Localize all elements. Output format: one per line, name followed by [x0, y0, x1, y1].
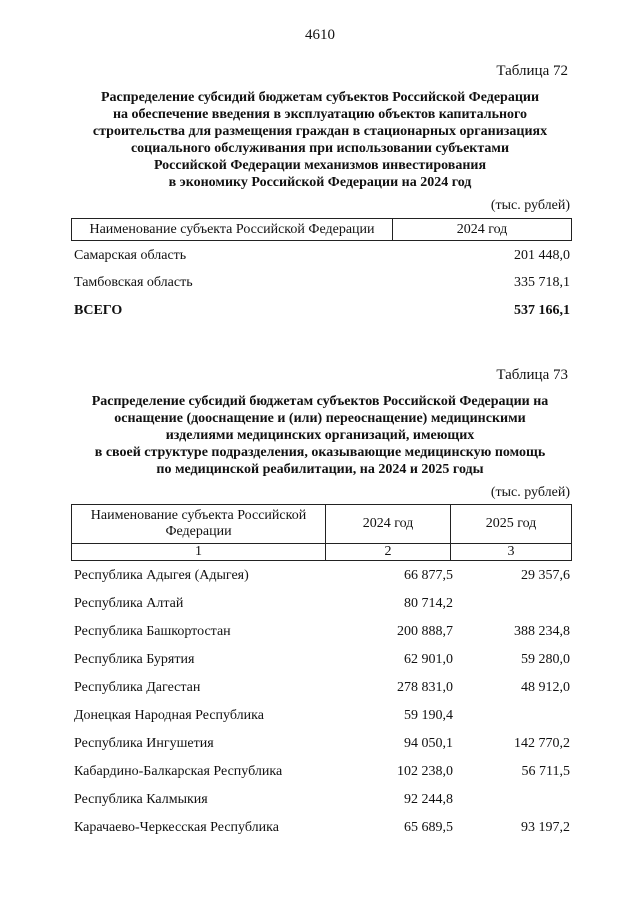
column-number-1: 1 — [72, 544, 326, 561]
region-name: Республика Башкортостан — [74, 624, 231, 639]
region-name: Республика Дагестан — [74, 680, 201, 695]
value-2024: 62 901,0 — [404, 652, 453, 667]
value-2024: 94 050,1 — [404, 736, 453, 751]
value-2024: 278 831,0 — [397, 680, 453, 695]
table-row — [74, 596, 570, 616]
value-2025: 48 912,0 — [521, 680, 570, 695]
table-72-label: Таблица 72 — [496, 63, 568, 79]
table-row — [74, 820, 570, 840]
table-row — [74, 624, 570, 644]
value-2024: 65 689,5 — [404, 820, 453, 835]
title-line: социального обслуживания при использовании субъектами — [130, 141, 510, 156]
column-header-2024: 2024 год — [393, 219, 572, 241]
region-name: Республика Калмыкия — [74, 792, 208, 807]
column-number-3: 3 — [451, 544, 572, 561]
value-2024: 92 244,8 — [404, 792, 453, 807]
column-header-2025: 2025 год — [451, 505, 572, 544]
title-line: Распределение субсидий бюджетам субъектов Российской Федерации на — [91, 394, 549, 409]
table-row — [74, 764, 570, 784]
value-2025: 388 234,8 — [514, 624, 570, 639]
column-header-name: Наименование субъекта Российской Федерации — [72, 505, 326, 544]
column-header-name: Наименование субъекта Российской Федерации — [72, 219, 393, 241]
title-line: на обеспечение введения в эксплуатацию объектов капитального — [112, 107, 528, 122]
region-name: Донецкая Народная Республика — [74, 708, 264, 723]
region-name: Республика Адыгея (Адыгея) — [74, 568, 249, 583]
table-row — [74, 652, 570, 672]
title-line: изделиями медицинских организаций, имеющих — [165, 428, 475, 443]
total-value-2024: 537 166,1 — [514, 303, 570, 318]
title-line: в своей структуре подразделения, оказывающие медицинскую помощь — [94, 445, 546, 460]
table-row — [74, 708, 570, 728]
table-row — [74, 248, 570, 268]
table-72-title — [70, 89, 570, 191]
value-2025: 59 280,0 — [521, 652, 570, 667]
table-row — [74, 736, 570, 756]
table-row — [74, 680, 570, 700]
title-line: строительства для размещения граждан в стационарных организациях — [92, 124, 548, 139]
value-2024: 201 448,0 — [514, 248, 570, 263]
region-name: Республика Ингушетия — [74, 736, 214, 751]
column-number-2: 2 — [326, 544, 451, 561]
page-number: 4610 — [305, 27, 335, 43]
table-row — [74, 792, 570, 812]
total-label: ВСЕГО — [74, 303, 123, 318]
value-2024: 200 888,7 — [397, 624, 453, 639]
title-line: Российской Федерации механизмов инвестирования — [153, 158, 487, 173]
region-name: Республика Бурятия — [74, 652, 195, 667]
table-72-unit: (тыс. рублей) — [490, 198, 570, 213]
region-name: Республика Алтай — [74, 596, 184, 611]
value-2024: 59 190,4 — [404, 708, 453, 723]
table-row — [74, 275, 570, 295]
value-2025: 29 357,6 — [521, 568, 570, 583]
value-2024: 66 877,5 — [404, 568, 453, 583]
table-73-label: Таблица 73 — [496, 367, 568, 383]
column-header-2024: 2024 год — [326, 505, 451, 544]
region-name: Кабардино-Балкарская Республика — [74, 764, 283, 779]
value-2024: 335 718,1 — [514, 275, 570, 290]
region-name: Тамбовская область — [74, 275, 193, 290]
table-row — [74, 568, 570, 588]
value-2024: 80 714,2 — [404, 596, 453, 611]
title-line: оснащение (дооснащение и (или) переоснащение) медицинскими — [114, 411, 526, 426]
region-name: Самарская область — [74, 248, 187, 263]
table-73-unit: (тыс. рублей) — [490, 485, 570, 500]
table-73-header — [71, 504, 572, 561]
title-line: Распределение субсидий бюджетам субъектов Российской Федерации — [100, 90, 540, 105]
region-name: Карачаево-Черкесская Республика — [74, 820, 279, 835]
value-2025: 142 770,2 — [514, 736, 570, 751]
table-72-header — [71, 218, 572, 241]
total-row — [74, 303, 570, 323]
table-73-title — [70, 393, 570, 478]
title-line: в экономику Российской Федерации на 2024 год — [168, 175, 472, 190]
title-line: по медицинской реабилитации, на 2024 и 2025 годы — [156, 462, 484, 477]
value-2024: 102 238,0 — [397, 764, 453, 779]
value-2025: 56 711,5 — [521, 764, 570, 779]
value-2025: 93 197,2 — [521, 820, 570, 835]
